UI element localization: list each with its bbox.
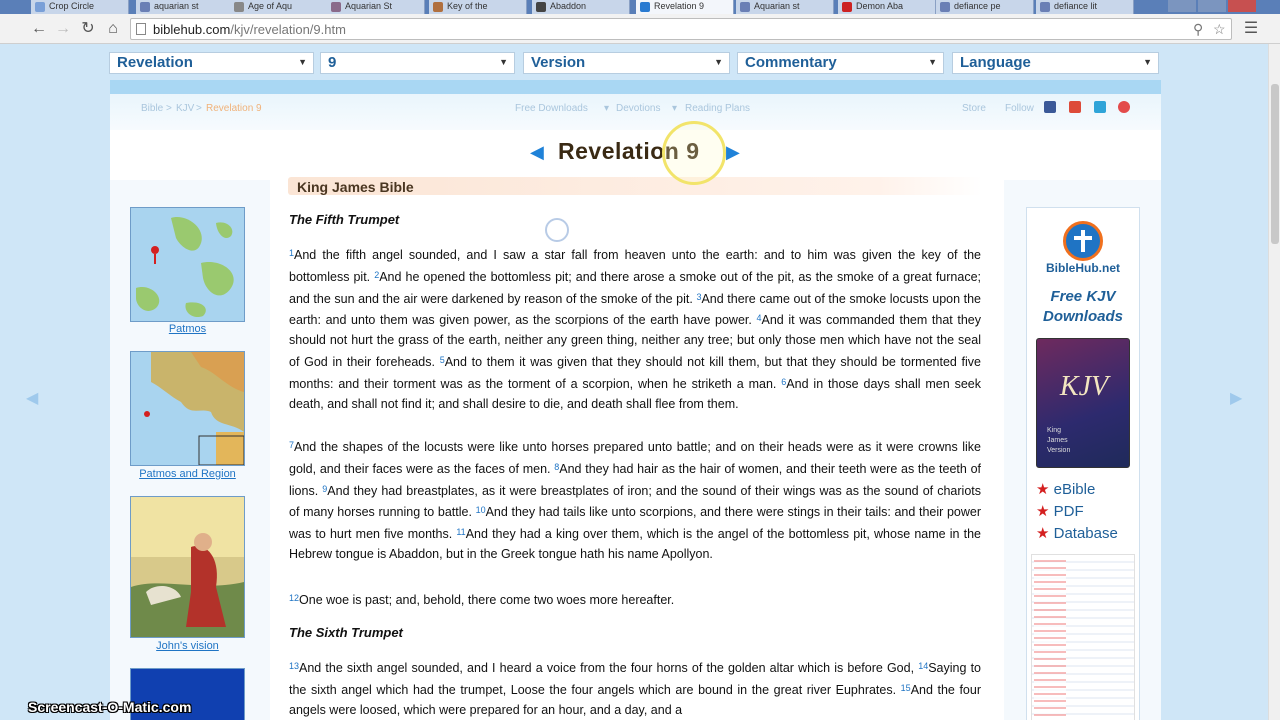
chapter-navigation-bar xyxy=(0,44,1280,80)
tab-label: defiance pe xyxy=(954,1,1001,11)
pdf-link[interactable] xyxy=(1036,502,1084,520)
verse-text: One woe is past; and, behold, there come two woes more hereafter. xyxy=(299,593,675,607)
verse-number[interactable]: 12 xyxy=(289,593,300,603)
tab-favicon-icon xyxy=(536,2,546,12)
google-plus-icon[interactable] xyxy=(1069,101,1081,113)
tab-favicon-icon xyxy=(35,2,45,12)
window-minimize-button[interactable] xyxy=(1168,0,1196,12)
page-content xyxy=(110,80,1161,720)
home-icon[interactable]: ⌂ xyxy=(108,20,118,37)
verse-number[interactable]: 14 xyxy=(918,661,929,671)
store-link[interactable]: Store xyxy=(962,103,986,114)
tab-label: Abaddon xyxy=(550,1,587,11)
twitter-icon[interactable] xyxy=(1094,101,1106,113)
breadcrumb-current: Revelation 9 xyxy=(206,103,262,114)
tab-favicon-icon xyxy=(331,2,341,12)
page-scrollbar[interactable] xyxy=(1268,44,1280,720)
section-heading-sixth: The Sixth Trumpet xyxy=(289,625,403,640)
browser-tab-bar xyxy=(0,0,1280,14)
verse-number[interactable]: 5 xyxy=(439,354,445,365)
chevron-down-icon: ▼ xyxy=(714,57,723,67)
tab-label: Aquarian St xyxy=(345,1,393,11)
next-page-arrow-icon[interactable]: ▶ xyxy=(1230,390,1243,407)
verse-text: And they had tails like unto scorpions, and there were stings in their tails: and their power was to hurt men five months. xyxy=(289,505,981,542)
version-band xyxy=(288,177,982,195)
verse-number[interactable]: 9 xyxy=(322,483,328,494)
pdf-label: PDF xyxy=(1053,503,1084,520)
tab-label: Key of the xyxy=(447,1,488,11)
window-close-button[interactable] xyxy=(1228,0,1256,12)
tab-label: Age of Aqu xyxy=(248,1,293,11)
verse-number[interactable]: 15 xyxy=(900,682,911,693)
browser-tab[interactable] xyxy=(532,0,630,14)
verse-number[interactable]: 8 xyxy=(554,461,560,472)
verse-text: And they had a king over them, which is the angel of the bottomless pit, whose name in the Hebrew tongue is Abaddon, but in the Greek tongue hath his name Apollyon. xyxy=(289,527,981,561)
database-label: Database xyxy=(1053,525,1118,542)
version-select-value: Version xyxy=(531,54,586,71)
reload-icon[interactable]: ↻ xyxy=(81,20,95,37)
back-icon[interactable]: ← xyxy=(31,20,47,37)
browser-tab[interactable] xyxy=(31,0,129,14)
cursor-highlight xyxy=(662,121,726,185)
commentary-select[interactable] xyxy=(737,52,944,74)
johns-vision-image[interactable] xyxy=(130,496,245,638)
kjv-book-cover xyxy=(1036,338,1130,468)
tool-strip xyxy=(110,80,1161,94)
language-select[interactable] xyxy=(952,52,1159,74)
verse-text: And the four angels were loosed, which were prepared for an hour, and a day, and a xyxy=(289,682,982,717)
kjv-cover-title: KJV xyxy=(1059,371,1109,402)
browser-tab[interactable] xyxy=(838,0,936,14)
browser-toolbar xyxy=(0,14,1280,44)
verse-text: And there came out of the smoke locusts upon the earth: and unto them was given power, as the scorpions of the earth have power. xyxy=(289,291,982,328)
verses-1-6 xyxy=(289,244,981,414)
verse-text: And the shapes of the locusts were like unto horses prepared unto battle; and on their heads were as it were crowns like gold, and their faces were as the faces of men. xyxy=(289,440,981,476)
version-band-title: King James Bible xyxy=(297,179,414,195)
address-bar[interactable] xyxy=(130,18,1232,40)
free-downloads-link[interactable]: Free Downloads xyxy=(515,103,588,114)
devotions-link[interactable]: Devotions xyxy=(616,103,661,114)
verse-12 xyxy=(289,589,981,611)
verse-number[interactable]: 3 xyxy=(696,291,702,302)
url-text xyxy=(153,22,346,37)
menu-icon[interactable]: ☰ xyxy=(1243,20,1259,37)
downloads-label: Downloads xyxy=(1042,308,1123,325)
patmos-region-map-image[interactable] xyxy=(130,351,245,466)
forward-icon[interactable]: → xyxy=(55,20,71,37)
patmos-region-link[interactable]: Patmos and Region xyxy=(139,468,236,480)
verse-text: And in those days shall men seek death, and shall not find it; and shall desire to die, and death shall flee from them. xyxy=(289,376,981,411)
breadcrumb xyxy=(110,94,1161,130)
tab-favicon-icon xyxy=(842,2,852,12)
verse-number[interactable]: 2 xyxy=(374,269,380,280)
tab-favicon-icon xyxy=(1040,2,1050,12)
chevron-down-icon: ▼ xyxy=(1143,57,1152,67)
star-icon: ★ xyxy=(1036,481,1050,498)
verses-7-11 xyxy=(289,436,981,565)
verse-text: And it was commanded them that they should not hurt the grass of the earth, neither any green thing, neither any tree; but only those men which have not the seal of God in their foreheads. xyxy=(289,313,981,369)
verse-number[interactable]: 10 xyxy=(475,505,486,516)
star-icon: ★ xyxy=(1036,525,1050,542)
verse-text: And the sixth angel sounded, and I heard a voice from the four horns of the golden altar which is before God, xyxy=(299,661,919,675)
url-domain: biblehub.com xyxy=(153,22,231,37)
star-icon: ★ xyxy=(1036,503,1050,520)
chevron-down-icon: ▼ xyxy=(928,57,937,67)
browser-tab[interactable] xyxy=(1036,0,1134,14)
patmos-map-image[interactable] xyxy=(130,207,245,322)
book-select[interactable] xyxy=(109,52,314,74)
reading-plans-link[interactable]: Reading Plans xyxy=(685,103,751,114)
browser-tab[interactable] xyxy=(736,0,834,14)
tab-label: defiance lit xyxy=(1054,1,1098,11)
book-select-value: Revelation xyxy=(117,54,193,71)
browser-tab[interactable] xyxy=(230,0,328,14)
browser-tab[interactable] xyxy=(327,0,425,14)
tab-label: Demon Aba xyxy=(856,1,904,11)
free-kjv-label: Free KJV xyxy=(1050,288,1116,305)
commentary-select-value: Commentary xyxy=(745,54,837,71)
breadcrumb-separator: > xyxy=(196,103,202,114)
cover-version: Version xyxy=(1047,447,1071,454)
tab-label: Aquarian st xyxy=(754,1,800,11)
follow-label: Follow xyxy=(1005,103,1034,114)
window-maximize-button[interactable] xyxy=(1198,0,1226,12)
scrollbar-thumb[interactable] xyxy=(1271,84,1279,244)
page-icon xyxy=(136,23,146,35)
verses-13-15 xyxy=(289,657,981,720)
verse-text: And to them it was given that they should not kill them, but that they should be tormented five months: and their torment was as the torment of a scorpion, when he striketh a man. xyxy=(289,354,982,391)
screencast-watermark: Screencast-O-Matic.com xyxy=(28,699,192,715)
tab-label: aquarian st xyxy=(154,1,199,11)
tab-label: Revelation 9 xyxy=(654,1,705,11)
tab-favicon-icon xyxy=(433,2,443,12)
cover-james: James xyxy=(1047,437,1068,444)
breadcrumb-kjv[interactable]: KJV xyxy=(176,103,195,114)
johns-vision-link[interactable]: John's vision xyxy=(156,640,219,652)
downloads-ad[interactable] xyxy=(1026,207,1140,720)
nav-separator: ▾ xyxy=(604,103,610,114)
verse-text: And they had breastplates, as it were breastplates of iron; and the sound of their wings was as the sound of chariots of many horses running to battle. xyxy=(289,483,982,520)
section-heading-fifth: The Fifth Trumpet xyxy=(289,212,400,227)
cover-king: King xyxy=(1047,427,1062,434)
version-select[interactable] xyxy=(523,52,730,74)
left-sidebar xyxy=(110,180,270,720)
verse-text: And he opened the bottomless pit; and there arose a smoke out of the pit, as the smoke of a great furnace; and the sun and the air were darkened by reason of the smoke of the pit. xyxy=(289,269,981,306)
verse-number[interactable]: 11 xyxy=(456,527,466,538)
chapter-select-value: 9 xyxy=(328,54,337,71)
verse-text: And they had hair as the hair of women, and their teeth were as the teeth of lions. xyxy=(289,461,981,498)
tab-label: Crop Circle xyxy=(49,1,95,11)
browser-tab[interactable] xyxy=(936,0,1034,14)
browser-tab[interactable] xyxy=(636,0,734,14)
verse-number[interactable]: 13 xyxy=(289,661,300,671)
breadcrumb-separator: > xyxy=(166,103,172,114)
chapter-select[interactable] xyxy=(320,52,515,74)
browser-tab[interactable] xyxy=(136,0,234,14)
database-preview-image xyxy=(1031,554,1135,720)
biblehub-logo-icon xyxy=(1063,221,1103,261)
verse-number[interactable]: 6 xyxy=(781,376,787,387)
tab-favicon-icon xyxy=(940,2,950,12)
previous-page-arrow-icon[interactable]: ◀ xyxy=(26,390,39,407)
verse-number[interactable]: 1 xyxy=(289,248,295,258)
browser-tab[interactable] xyxy=(429,0,527,14)
pinterest-icon[interactable] xyxy=(1118,101,1130,113)
breadcrumb-bible[interactable]: Bible xyxy=(141,103,164,114)
nav-separator: ▾ xyxy=(672,103,678,114)
biblehub-net-label: BibleHub.net xyxy=(1046,261,1120,275)
chapter-title: Revelation 9 xyxy=(558,138,700,164)
verse-text: And the fifth angel sounded, and I saw a star fall from heaven unto the earth: and to him was given the key of the bottomless pit. xyxy=(289,248,981,284)
url-path: /kjv/revelation/9.htm xyxy=(230,22,346,37)
right-sidebar xyxy=(1004,180,1161,720)
ebible-label: eBible xyxy=(1053,481,1096,498)
language-select-value: Language xyxy=(960,54,1031,71)
tab-favicon-icon xyxy=(234,2,244,12)
tab-favicon-icon xyxy=(640,2,650,12)
verse-number[interactable]: 4 xyxy=(756,313,762,324)
ebible-link[interactable] xyxy=(1036,480,1095,498)
search-icon[interactable]: ⚲ xyxy=(1193,21,1204,37)
loading-indicator-icon xyxy=(545,218,569,242)
previous-chapter-icon[interactable]: ◀ xyxy=(530,142,544,162)
tab-favicon-icon xyxy=(140,2,150,12)
facebook-icon[interactable] xyxy=(1044,101,1056,113)
verse-text: Saying to the sixth angel which had the trumpet, Loose the four angels which are bound in the great river Euphrates. xyxy=(289,661,982,697)
database-link[interactable] xyxy=(1036,524,1118,542)
patmos-link[interactable]: Patmos xyxy=(168,323,207,335)
verse-number[interactable]: 7 xyxy=(289,440,295,450)
next-chapter-icon[interactable]: ▶ xyxy=(726,142,740,162)
tab-favicon-icon xyxy=(740,2,750,12)
chevron-down-icon: ▼ xyxy=(298,57,307,67)
chevron-down-icon: ▼ xyxy=(499,57,508,67)
bookmark-star-icon[interactable]: ☆ xyxy=(1213,21,1226,37)
